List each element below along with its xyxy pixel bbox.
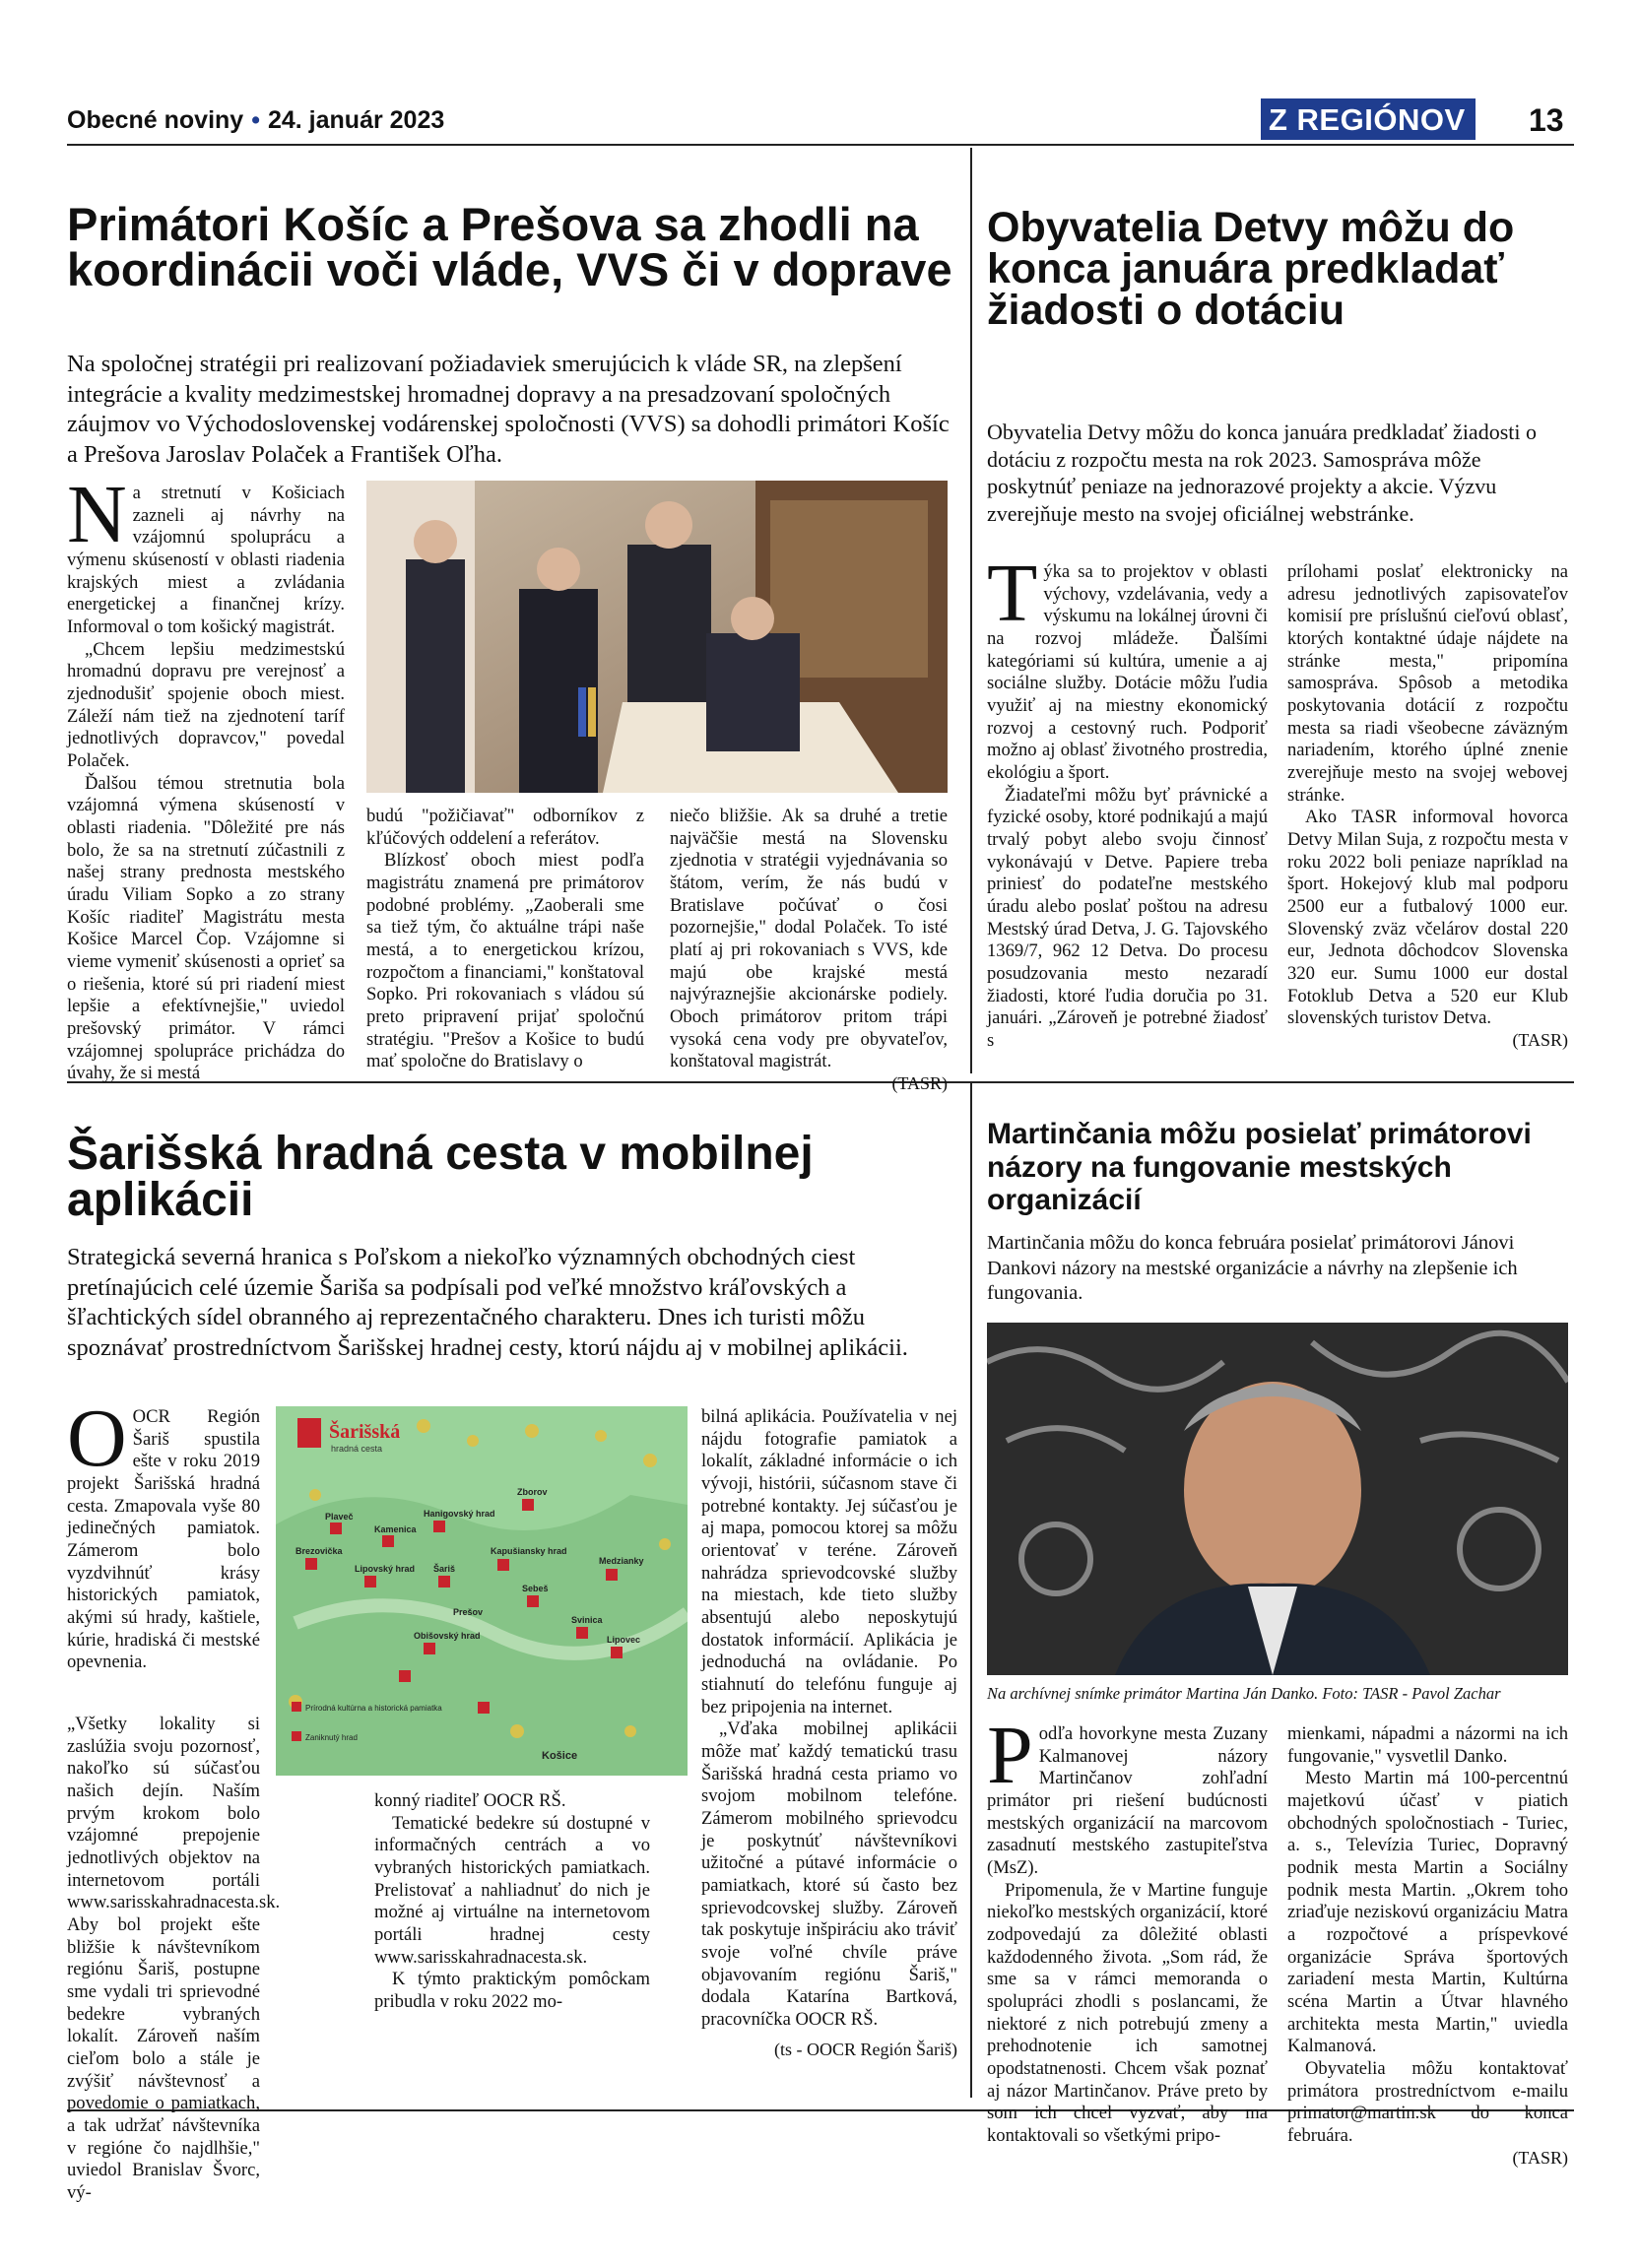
- map-town: Košice: [542, 1750, 578, 1762]
- paragraph: OCR Región Šariš spustila ešte v roku 2019 projekt Šarišská hradná cesta. Zmapovala vyše 80 jedinečných pamiatok. Zámerom bolo vyzdvihnúť krásy historických pamiatok, akými sú hrady, kaštiele, kúrie, hradiská či mestské opevnenia.: [67, 1406, 260, 1673]
- map-town: Lipovec: [607, 1635, 641, 1645]
- article3-col1-top: [67, 1393, 260, 1674]
- article2-col2: [1287, 561, 1568, 1052]
- paragraph: Žiadateľmi môžu byť právnické a fyzické osoby, ktoré podnikajú a majú trvalý pobyt alebo svoju činnosť vykonávajú v Detve. Papiere treba priniesť do podateľne mestského úradu alebo poslať poštou na adresu Mestský úrad Detva, J. G. Tajovského 1369/7, 962 12 Detva. Do procesu posudzovania mesto nezaradí žiadosti, ktoré ľudia doručia po 31. januári. „Zároveň je potrebné žiadosť s: [987, 784, 1268, 1052]
- map-town: Plaveč: [325, 1512, 354, 1522]
- map-town: Hanigovský hrad: [424, 1509, 495, 1519]
- paragraph: prílohami poslať elektronicky na adresu jednotlivých zapisovateľov komisií pre príslušnú cieľovú oblasť, ktorých kontaktné údaje nájdete na stránke mesta," pripomína samospráva. Spôsob a metodika poskytovania dotácií z rozpočtu mesta sa riadi všeobecne záväzným nariadením, ktorého úplné znenie zverejňuje mesto na svojej webovej stránke.: [1287, 561, 1568, 806]
- article1-col2: [366, 806, 644, 1073]
- dropcap: N: [67, 469, 127, 560]
- sarisska-map: [276, 1406, 688, 1776]
- map-subtitle: hradná cesta: [331, 1444, 383, 1454]
- map-town: Lipovský hrad: [355, 1564, 416, 1574]
- paragraph: konný riaditeľ OOCR RŠ.: [374, 1790, 566, 1811]
- mayor-portrait-photo: [987, 1323, 1568, 1675]
- paragraph: a stretnutí v Košiciach zazneli aj návrhy na vzájomnú spoluprácu a výmenu skúseností v oblasti riadenia krajských miest a zvládania energetickej a finančnej krízy. Informoval o tom košický magistrát.: [67, 483, 345, 638]
- article4-col2: [1287, 1723, 1568, 2170]
- paragraph: Obyvatelia môžu kontaktovať primátora prostredníctvom e-mailu primator@martin.sk do konca februára.: [1287, 2058, 1568, 2147]
- page-number: 13: [1529, 102, 1564, 138]
- article4-lead: Martinčania môžu do konca februára posielať primátorovi Jánovi Dankovi názory na mestské organizácie a návrhy na zlepšenie ich fungovania.: [987, 1232, 1518, 1305]
- paragraph: budú "požičiavať" odborníkov z kľúčových oddelení a referátov.: [366, 806, 644, 849]
- paragraph: mienkami, nápadmi a názormi na ich fungovanie," vysvetlil Danko.: [1287, 1723, 1568, 1767]
- article2-credit: (TASR): [1512, 1030, 1568, 1051]
- map-town: Obišovský hrad: [414, 1631, 481, 1641]
- issue-date: 24. január 2023: [267, 106, 445, 134]
- map-title: Šarišská: [329, 1421, 401, 1443]
- paragraph: ýka sa to projektov v oblasti výchovy, vzdelávania, vedy a výskumu na lokálnej úrovni či na rozvoj mládeže. Ďalšími kategóriami sú kultúra, umenie a aj sociálne služby. Dotácie môžu ľudia využiť aj na miestny ekonomický rozvoj a cestovný ruch. Podporiť možno aj oblasť životného prostredia, ekológiu a šport.: [987, 561, 1268, 784]
- header-rule: [67, 144, 1574, 146]
- column-rule-top: [970, 148, 972, 1073]
- paragraph: „Vďaka mobilnej aplikácii môže mať každý tematickú trasu Šarišská hradná cesta priamo vo svojom mobilnom telefóne. Zámerom mobilného sprievodcu je poskytnúť návštevníkovi užitočné a pútavé informácie o pamiatkach, ktoré sú často bez sprievodcovskej služby. Zároveň tak poskytuje inšpiráciu ako tráviť svoje voľné chvíle práve objavovaním regiónu Šariš," dodala Katarína Bartková, pracovníčka OOCR RŠ.: [701, 1718, 957, 2031]
- article2-headline: Obyvatelia Detvy môžu do konca januára predkladať žiadosti o dotáciu: [987, 204, 1515, 335]
- article4-photo-caption: Na archívnej snímke primátor Martina Ján Danko. Foto: TASR - Pavol Zachar: [987, 1684, 1501, 1703]
- paragraph: K týmto praktickým pomôckam pribudla v roku 2022 mo-: [374, 1969, 650, 2013]
- article4-col1: [987, 1710, 1269, 2148]
- separator-dot-icon: •: [251, 106, 260, 134]
- paragraph: Tematické bedekre sú dostupné v informačných centrách a vo vybraných historických pamiatkach. Prelistovať a nahliadnuť do nich je možné aj virtuálne na internetovom portáli hradnej cesty www.sarisskahradnacesta.sk.: [374, 1812, 650, 1968]
- article3-lead: Strategická severná hranica s Poľskom a niekoľko významných obchodných ciest pretínajúcich celé územie Šariša sa podpísali pod veľké množstvo kráľovských a šľachtických sídel obranného aj reprezentačného charakteru. Dnes ich turisti môžu spoznávať prostredníctvom Šarišskej hradnej cesty, ktorú nájdu aj v mobilnej aplikácii.: [67, 1244, 908, 1361]
- article1-col1: [67, 469, 345, 1085]
- article3-credit: (ts - OOCR Región Šariš): [774, 2039, 957, 2059]
- article3-col2: [374, 1790, 650, 2014]
- article1-credit: (TASR): [891, 1073, 948, 1094]
- column-rule-bottom: [970, 1083, 972, 2098]
- map-town: Prešov: [453, 1607, 484, 1617]
- paragraph: niečo bližšie. Ak sa druhé a tretie najväčšie mestá na Slovensku zjednotia v stratégii vyjednávania so štátom, verím, že nás budú v Bratislave počúvať o čosi pozornejšie," dodal Polaček. To isté platí aj pri rokovaniach s VVS, kde majú obe krajské mestá najvýraznejšie akcionárske podiely. Oboch primátorov pritom trápi vysoká cena vody pre obyvateľov, konštatoval magistrát.: [670, 806, 948, 1072]
- paragraph: Blízkosť oboch miest podľa magistrátu znamená pre primátorov podobné problémy. „Zaoberali sme sa tiež tým, čo aktuálne trápi naše mestá, a to energetickou krízou, rozpočtom a financiami," konštatoval Sopko. Pri rokovaniach s vládou sú preto pripravení prijať spoločnú stratégiu. "Prešov a Košice to budú mať spoločne do Bratislavy o: [366, 850, 644, 1072]
- article1-headline: Primátori Košíc a Prešova sa zhodli na koordinácii voči vláde, VVS či v doprave: [67, 198, 952, 296]
- paragraph: „Chcem lepšiu medzimestskú hromadnú dopravu pre verejnosť a zjednodušiť spojenie oboch miest. Záleží nám tiež na zjednotení taríf jednotlivých dopravcov," povedal Polaček.: [67, 638, 345, 772]
- primators-signing-photo: [366, 481, 948, 793]
- map-town: Šariš: [433, 1564, 456, 1574]
- dropcap: P: [987, 1710, 1033, 1801]
- paragraph: Mesto Martin má 100-percentnú majetkovú účasť v piatich obchodných spoločnostiach - Turiec, a. s., Televízia Turiec, Dopravný podnik mesta Martin a Sociálny podnik mesta Martin. „Okrem toho zriaďuje neziskovú organizáciu Matra a rozpočtové a príspevkové organizácie Správa športových zariadení mesta Martin, Kultúrna scéna Martin a Útvar hlavného architekta mesta Martin," uviedla Kalmanová.: [1287, 1768, 1568, 2057]
- article3-headline: Šarišská hradná cesta v mobilnej aplikácii: [67, 1128, 814, 1227]
- article3-col1-mid: [67, 1714, 281, 2205]
- map-town: Svinica: [571, 1615, 603, 1625]
- paragraph: odľa hovorkyne mesta Zuzany Kalmanovej názory Martinčanov zohľadní primátor pri riešení budúcnosti mestských organizácií na marcovom zasadnutí mestského zastupiteľstva (MsZ).: [987, 1723, 1268, 1879]
- map-town: Medzianky: [599, 1556, 644, 1566]
- masthead: [67, 106, 444, 135]
- article4-credit: (TASR): [1512, 2147, 1568, 2168]
- article3-col3: [701, 1406, 957, 2061]
- castle-route-map: [276, 1406, 688, 1776]
- map-legend-2: Zaniknutý hrad: [305, 1733, 358, 1742]
- paragraph: Ako TASR informoval hovorca Detvy Milan Suja, z rozpočtu mesta v roku 2022 boli peniaze napríklad na šport. Hokejový klub mal podporu 2500 eur a futbalový 1000 eur. Slovenský zväz včelárov dostal 220 eur, Jednota dôchodcov Slovenska 320 eur. Sumu 1000 eur dostal Fotoklub Detva a 520 eur Klub slovenských turistov Detva.: [1287, 807, 1568, 1029]
- article1-col3: [670, 806, 948, 1095]
- map-town: Kapušiansky hrad: [491, 1546, 567, 1556]
- article1-photo: [366, 481, 948, 793]
- map-legend-1: Prírodná kultúrna a historická pamiatka: [305, 1704, 442, 1713]
- map-town: Zborov: [517, 1487, 548, 1497]
- paragraph: bilná aplikácia. Používatelia v nej nájdu fotografie pamiatok a lokalít, základné informácie o ich vývoji, histórii, súčasnom stave či potrebné kontakty. Jej súčasťou je aj mapa, pomocou ktorej sa môžu orientovať v teréne. Zároveň nahrádza sprievodcovské služby na miestach, kde tieto služby absentujú alebo neposkytujú dostatok informácií. Aplikácia je jednoduchá na ovládanie. Po stiahnutí do telefónu funguje aj bez pripojenia na internet.: [701, 1406, 957, 1717]
- dropcap: O: [67, 1393, 127, 1484]
- article4-photo: [987, 1323, 1568, 1675]
- article1-lead: Na spoločnej stratégii pri realizovaní požiadaviek smerujúcich k vláde SR, na zlepšení integrácie a kvality medzimestskej hromadnej dopravy a na presadzovaní spoločných záujmov vo Východoslovenskej vodárenskej spoločnosti (VVS) sa dohodli primátori Košíc a Prešova Jaroslav Polaček a František Oľha.: [67, 351, 950, 468]
- section-tag: Z REGIÓNOV: [1261, 98, 1476, 140]
- article2-lead: Obyvatelia Detvy môžu do konca januára predkladať žiadosti o dotáciu z rozpočtu mesta na rok 2023. Samospráva môže poskytnúť peniaze na jednorazové projekty a akcie. Výzvu zverejňuje mesto na svojej oficiálnej webstránke.: [987, 420, 1537, 526]
- paragraph: „Všetky lokality si zaslúžia svoju pozornosť, nakoľko sú súčasťou našich dejín. Naším prvým krokom bolo vzájomné prepojenie jednotlivých objektov na internetovom portáli www.sarisskahradnacesta.sk. Aby bol projekt ešte bližšie k návštevníkom regiónu Šariš, postupne sme vydali tri sprievodné bedekre vybraných lokalít. Zároveň naším cieľom bolo a stále je zvýšiť návštevnosť a povedomie o pamiatkach, a tak udržať návštevníka v regióne čo najdlhšie," uviedol Branislav Švorc, vý-: [67, 1714, 281, 2204]
- dropcap: T: [987, 548, 1038, 639]
- map-town: Sebeš: [522, 1584, 549, 1593]
- article2-col1: [987, 548, 1268, 1053]
- publication-name: Obecné noviny: [67, 106, 244, 134]
- article4-headline: Martinčania môžu posielať primátorovi názory na fungovanie mestských organizácií: [987, 1118, 1532, 1217]
- map-town: Kamenica: [374, 1524, 417, 1534]
- paragraph: Pripomenula, že v Martine funguje niekoľko mestských organizácií, ktoré zodpovedajú za dôležité oblasti každodenného života. „Som rád, že sme sa v rámci memoranda o spolupráci zhodli s poslancami, že niektoré z nich potrebujú zmeny a prehodnotenie ich samotnej opodstatnenosti. Chcem však poznať aj názor Martinčanov. Práve preto by som ich chcel vyzvať, aby ma kontaktovali so všetkými pripo-: [987, 1879, 1269, 2147]
- paragraph: Ďalšou témou stretnutia bola vzájomná výmena skúseností v oblasti riadenia. "Dôležité pre nás bolo, že sa na stretnutí zúčastnili z našej strany prednosta mestského úradu Viliam Sopko a zo strany Košíc riaditeľ Magistrátu mesta Košice Marcel Čop. Vzájomne si vieme vymeniť skúsenosti a oprieť sa o riešenia, ktoré sú pri riadení miest lepšie a efektívnejšie," uviedol prešovský primátor. V rámci vzájomnej spolupráce prichádza do úvahy, že si mestá: [67, 772, 345, 1084]
- map-town: Brezovička: [295, 1546, 343, 1556]
